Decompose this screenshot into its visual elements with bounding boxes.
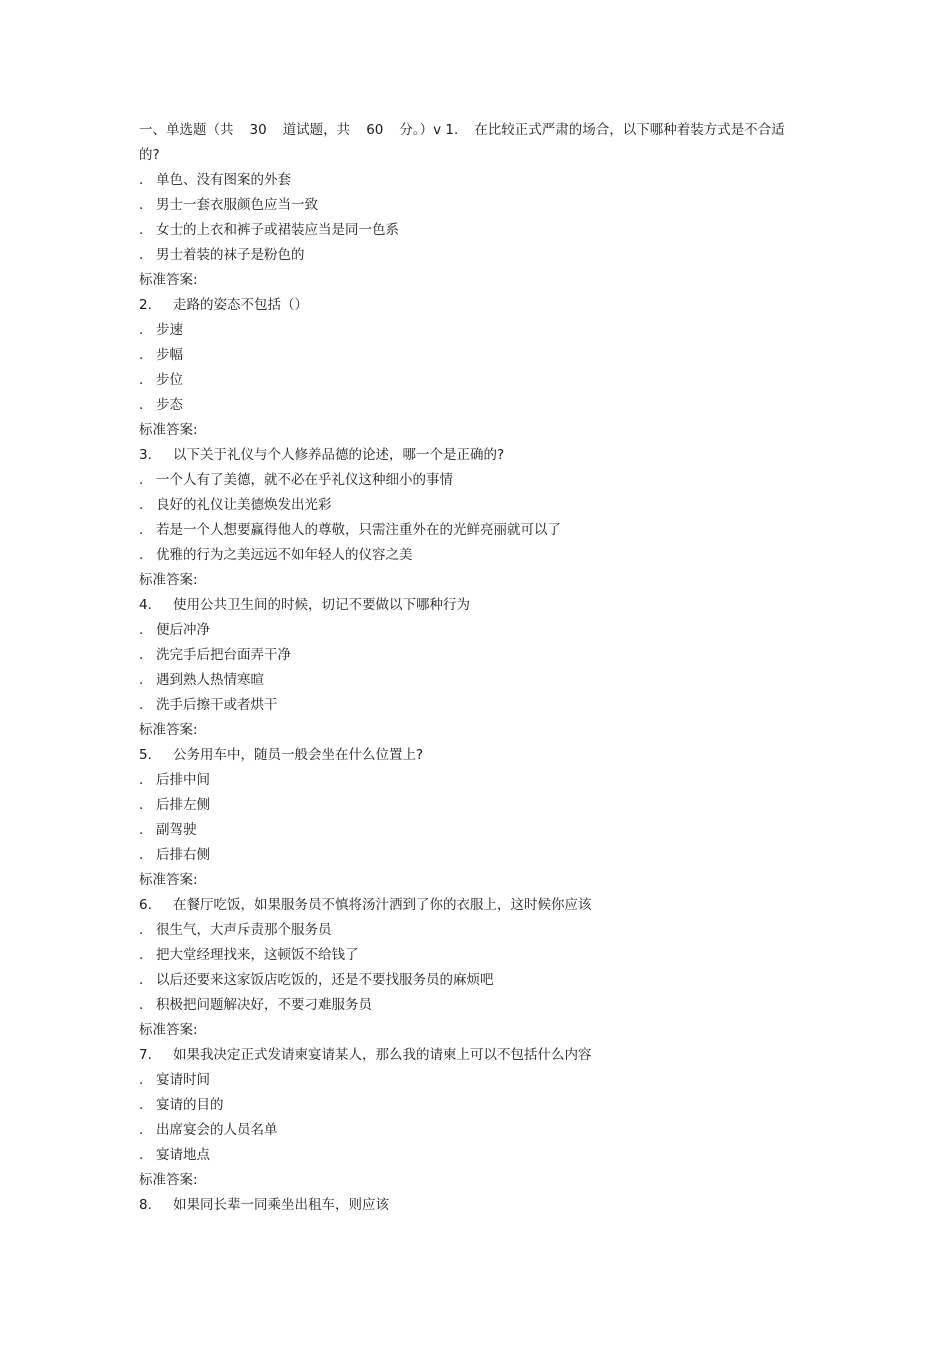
option-text: 宴请时间 — [156, 1072, 210, 1088]
question-stem — [139, 1043, 789, 1068]
standard-answer-label: 标准答案: — [139, 722, 198, 738]
option-text: 步幅 — [156, 347, 183, 363]
standard-answer-label: 标准答案: — [139, 1022, 198, 1038]
option-item[interactable] — [139, 843, 789, 868]
question-stem — [139, 743, 789, 768]
option-marker: . — [139, 822, 144, 838]
question-stem — [139, 293, 789, 318]
standard-answer-label: 标准答案: — [139, 272, 198, 288]
option-item[interactable] — [139, 818, 789, 843]
question-number: 6. — [139, 897, 152, 913]
section-title: 一、单选题（共 — [139, 122, 234, 138]
option-item[interactable] — [139, 193, 789, 218]
option-item[interactable] — [139, 493, 789, 518]
question-number: 7. — [139, 1047, 152, 1063]
option-marker: . — [139, 847, 144, 863]
option-text: 宴请的目的 — [156, 1097, 224, 1113]
option-text: 优雅的行为之美远远不如年轻人的仪容之美 — [156, 547, 413, 563]
question-number: 3. — [139, 447, 152, 463]
option-marker: . — [139, 372, 144, 388]
option-text: 步态 — [156, 397, 183, 413]
question-text: 在餐厅吃饭，如果服务员不慎将汤汁洒到了你的衣服上，这时候你应该 — [173, 897, 592, 913]
option-text: 洗手后擦干或者烘干 — [156, 697, 278, 713]
standard-answer-label: 标准答案: — [139, 422, 198, 438]
option-marker: . — [139, 1072, 144, 1088]
option-text: 若是一个人想要赢得他人的尊敬，只需注重外在的光鲜亮丽就可以了 — [156, 522, 561, 538]
option-item[interactable] — [139, 918, 789, 943]
option-text: 出席宴会的人员名单 — [156, 1122, 278, 1138]
question-list — [139, 168, 789, 1218]
option-item[interactable] — [139, 243, 789, 268]
option-item[interactable] — [139, 993, 789, 1018]
question-stem — [139, 1193, 789, 1218]
option-marker: . — [139, 247, 144, 263]
question-stem — [139, 593, 789, 618]
option-text: 男士一套衣服颜色应当一致 — [156, 197, 318, 213]
section-heading — [139, 118, 789, 168]
option-item[interactable] — [139, 1093, 789, 1118]
option-item[interactable] — [139, 1143, 789, 1168]
option-item[interactable] — [139, 668, 789, 693]
option-text: 宴请地点 — [156, 1147, 210, 1163]
option-marker: . — [139, 672, 144, 688]
option-marker: . — [139, 472, 144, 488]
option-text: 男士着装的袜子是粉色的 — [156, 247, 305, 263]
option-marker: . — [139, 947, 144, 963]
question-text: 走路的姿态不包括（） — [173, 297, 308, 313]
standard-answer-label: 标准答案: — [139, 1172, 198, 1188]
option-text: 后排右侧 — [156, 847, 210, 863]
option-marker: . — [139, 997, 144, 1013]
section-mid: 道试题，共 — [282, 122, 351, 138]
option-text: 步速 — [156, 322, 183, 338]
option-marker: . — [139, 1097, 144, 1113]
option-item[interactable] — [139, 968, 789, 993]
option-marker: . — [139, 222, 144, 238]
option-text: 良好的礼仪让美德焕发出光彩 — [156, 497, 332, 513]
option-text: 以后还要来这家饭店吃饭的，还是不要找服务员的麻烦吧 — [156, 972, 494, 988]
option-marker: . — [139, 622, 144, 638]
option-text: 积极把问题解决好，不要刁难服务员 — [156, 997, 372, 1013]
standard-answer-label: 标准答案: — [139, 872, 198, 888]
option-text: 很生气，大声斥责那个服务员 — [156, 922, 332, 938]
option-item[interactable] — [139, 1068, 789, 1093]
option-text: 后排中间 — [156, 772, 210, 788]
option-marker: . — [139, 197, 144, 213]
option-text: 把大堂经理找来，这顿饭不给钱了 — [156, 947, 359, 963]
option-item[interactable] — [139, 468, 789, 493]
option-marker: . — [139, 772, 144, 788]
option-text: 女士的上衣和裤子或裙装应当是同一色系 — [156, 222, 399, 238]
question-text: 公务用车中，随员一般会坐在什么位置上? — [173, 747, 424, 763]
option-text: 洗完手后把台面弄干净 — [156, 647, 291, 663]
question-number: 2. — [139, 297, 152, 313]
question-stem — [139, 893, 789, 918]
option-item[interactable] — [139, 168, 789, 193]
option-item[interactable] — [139, 343, 789, 368]
option-marker: . — [139, 972, 144, 988]
section-end: 分。）v 1. — [399, 122, 459, 138]
option-item[interactable] — [139, 618, 789, 643]
option-marker: . — [139, 647, 144, 663]
option-item[interactable] — [139, 518, 789, 543]
option-item[interactable] — [139, 218, 789, 243]
option-text: 步位 — [156, 372, 183, 388]
option-marker: . — [139, 922, 144, 938]
option-marker: . — [139, 697, 144, 713]
option-text: 一个人有了美德，就不必在乎礼仪这种细小的事情 — [156, 472, 453, 488]
total-score: 60 — [366, 122, 384, 138]
option-marker: . — [139, 347, 144, 363]
document-body — [139, 118, 789, 1218]
option-text: 副驾驶 — [156, 822, 197, 838]
option-item[interactable] — [139, 543, 789, 568]
option-marker: . — [139, 322, 144, 338]
option-item[interactable] — [139, 1118, 789, 1143]
option-marker: . — [139, 497, 144, 513]
option-item[interactable] — [139, 643, 789, 668]
question-text: 如果同长辈一同乘坐出租车，则应该 — [173, 1197, 389, 1213]
option-marker: . — [139, 1122, 144, 1138]
option-item[interactable] — [139, 768, 789, 793]
option-text: 遇到熟人热情寒暄 — [156, 672, 264, 688]
option-text: 单色、没有图案的外套 — [156, 172, 291, 188]
question-text: 使用公共卫生间的时候，切记不要做以下哪种行为 — [173, 597, 470, 613]
option-marker: . — [139, 397, 144, 413]
question-stem — [139, 443, 789, 468]
option-marker: . — [139, 547, 144, 563]
standard-answer-label: 标准答案: — [139, 572, 198, 588]
option-item[interactable] — [139, 693, 789, 718]
option-item[interactable] — [139, 368, 789, 393]
question-number: 4. — [139, 597, 152, 613]
question-number: 8. — [139, 1197, 152, 1213]
option-item[interactable] — [139, 393, 789, 418]
question-count: 30 — [249, 122, 267, 138]
question-number: 5. — [139, 747, 152, 763]
question-1-text: 在比较正式严肃的场合，以下哪种着装方式是不合适的? — [139, 122, 785, 163]
option-marker: . — [139, 1147, 144, 1163]
option-marker: . — [139, 797, 144, 813]
option-marker: . — [139, 522, 144, 538]
question-text: 如果我决定正式发请柬宴请某人，那么我的请柬上可以不包括什么内容 — [173, 1047, 592, 1063]
option-text: 后排左侧 — [156, 797, 210, 813]
option-text: 便后冲净 — [156, 622, 210, 638]
option-item[interactable] — [139, 943, 789, 968]
option-item[interactable] — [139, 318, 789, 343]
option-marker: . — [139, 172, 144, 188]
option-item[interactable] — [139, 793, 789, 818]
question-text: 以下关于礼仪与个人修养品德的论述，哪一个是正确的? — [173, 447, 505, 463]
